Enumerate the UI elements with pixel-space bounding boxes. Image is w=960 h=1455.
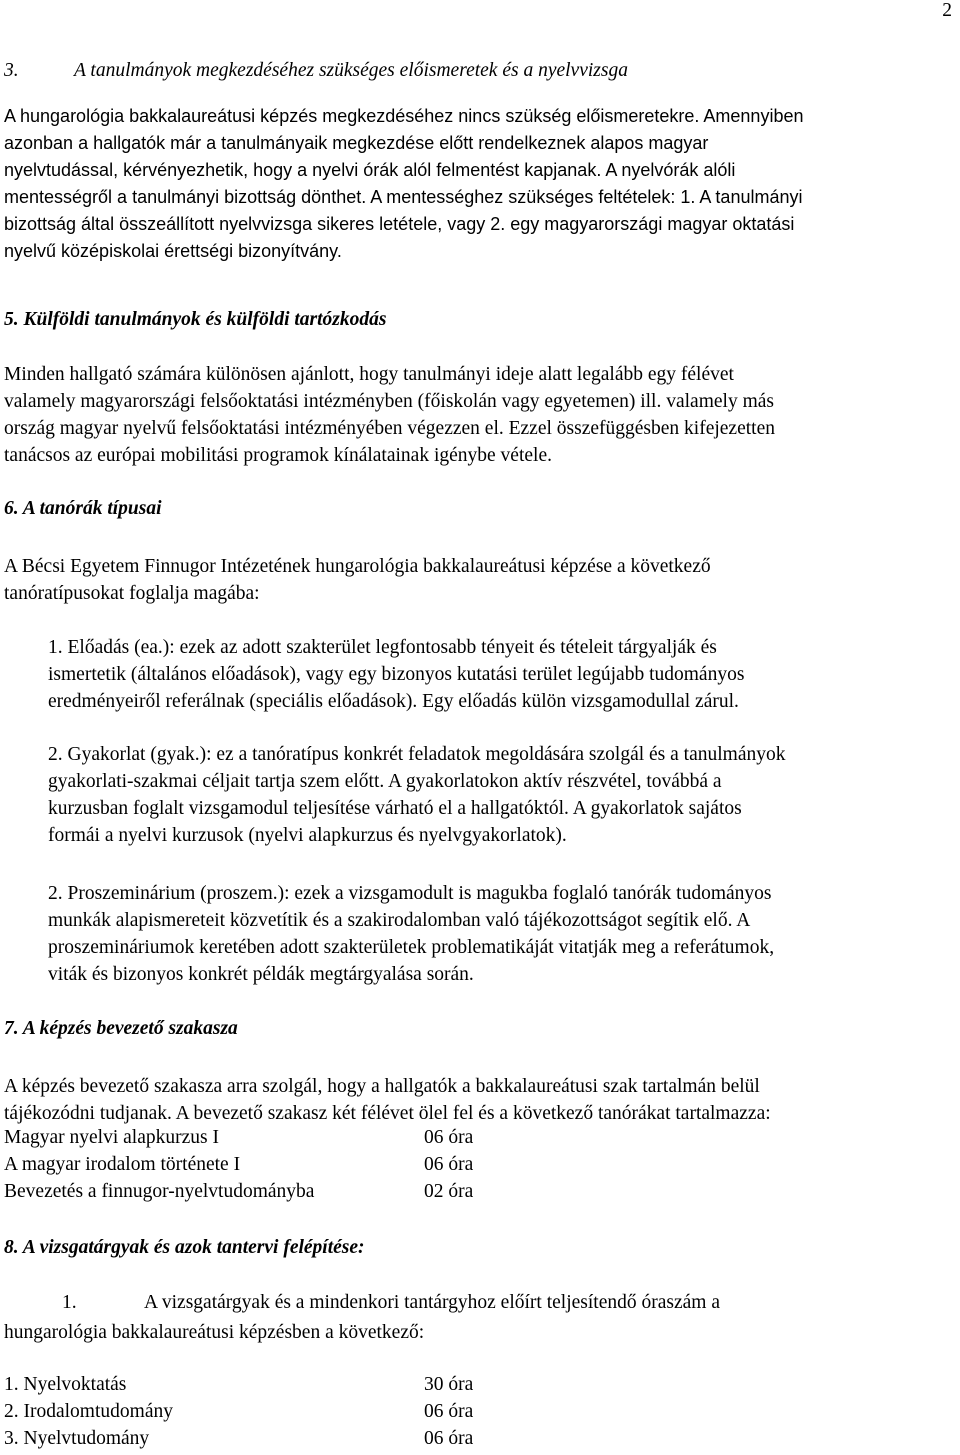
section-3-line: nyelvű középiskolai érettségi bizonyítvány. [4,241,342,261]
section-8-item [0,1292,960,1319]
course-row [0,1127,960,1154]
section-6-number: 6. [4,498,19,519]
section-6-intro-line: tanóratípusokat foglalja magába: [4,583,260,604]
lecture-item-line: 1. Előadás (ea.): ezek az adott szakterület legfontosabb tényeit és tételeit tárgyalják és [48,637,717,658]
section-5-line: valamely magyarországi felsőoktatási intézményben (főiskolán vagy egyetemen) ill. valamely más [4,391,774,412]
course-row [0,1181,960,1208]
section-8-item-number: 1. [62,1292,77,1313]
lecture-item-line: ismertetik (általános előadások), vagy egy bizonyos kutatási terület legújabb tudományos [48,664,745,685]
section-6-intro-line: A Bécsi Egyetem Finnugor Intézetének hungarológia bakkalaureátusi képzése a következő [4,556,711,577]
section-3-line: mentességről a tanulmányi bizottság dönthet. A mentességhez szükséges feltételek: 1. A tanulmányi [4,187,803,207]
section-5-line: Minden hallgató számára különösen ajánlott, hogy tanulmányi ideje alatt legalább egy félévet [4,364,734,385]
section-3-title: A tanulmányok megkezdéséhez szükséges előismeretek és a nyelvvizsga [74,60,628,81]
subject-hours: 06 óra [424,1401,474,1422]
section-5-line: tanácsos az európai mobilitási programok kínálatainak igénybe vétele. [4,445,552,466]
course-hours: 06 óra [424,1127,474,1148]
lecture-item-line: eredményeiről referálnak (speciális előadások). Egy előadás külön vizsgamodullal zárul. [48,691,739,712]
section-3-line: azonban a hallgatók már a tanulmányaik megkezdése előtt rendelkeznek alapos magyar [4,133,709,153]
section-8-title: A vizsgatárgyak és azok tantervi felépítése: [22,1237,365,1258]
section-3-heading [4,60,628,82]
section-3-line: A hungarológia bakkalaureátusi képzés megkezdéséhez nincs szükség előismeretekre. Amennyiben [4,106,804,126]
subject-name: 2. Irodalomtudomány [4,1401,173,1422]
course-row [0,1154,960,1181]
proseminar-item-line: 2. Proszeminárium (proszem.): ezek a vizsgamodult is magukba foglaló tanórák tudományos [48,883,772,904]
section-5-heading [4,309,386,331]
section-8-number: 8. [4,1237,19,1258]
course-name: A magyar irodalom története I [4,1154,241,1175]
course-name: Magyar nyelvi alapkurzus I [4,1127,219,1148]
section-7-number: 7. [4,1018,19,1039]
section-3-number: 3. [4,60,19,81]
section-5-title: Külföldi tanulmányok és külföldi tartózkodás [23,309,387,330]
section-8-item-continuation: hungarológia bakkalaureátusi képzésben a következő: [4,1322,425,1343]
section-5-line: ország magyar nyelvű felsőoktatási intézményében végezzen el. Ezzel összefüggésben kifejezetten [4,418,775,439]
practice-item-line: gyakorlati-szakmai céljait tartja szem előtt. A gyakorlatokon aktív részvétel, továbbá a [48,771,722,792]
subject-row [0,1374,960,1401]
section-3-line: nyelvtudással, kérvényezhetik, hogy a nyelvi órák alól felmentést kapjanak. A nyelvórák alóli [4,160,736,180]
subject-name: 1. Nyelvoktatás [4,1374,127,1395]
subject-hours: 30 óra [424,1374,474,1395]
course-hours: 06 óra [424,1154,474,1175]
practice-item-line: 2. Gyakorlat (gyak.): ez a tanóratípus konkrét feladatok megoldására szolgál és a tanulmányok [48,744,786,765]
practice-item-line: kurzusban foglalt vizsgamodul teljesítése várható el a hallgatóktól. A gyakorlatok sajátos [48,798,742,819]
section-5-number: 5. [4,309,19,330]
course-hours: 02 óra [424,1181,474,1202]
proseminar-item-line: viták és bizonyos konkrét példák megtárgyalása során. [48,964,474,985]
subject-name: 3. Nyelvtudomány [4,1428,150,1449]
section-6-heading [4,498,162,520]
section-6-title: A tanórák típusai [22,498,162,519]
subject-row [0,1401,960,1428]
subject-row [0,1428,960,1455]
proseminar-item-line: munkák alapismereteit közvetítik és a szakirodalomban való tájékozottságot segítik elő. A [48,910,751,931]
section-8-heading [4,1237,365,1259]
page-number: 2 [942,0,952,21]
proseminar-item-line: proszemináriumok keretében adott szakterületek problematikáját vitatják meg a referátumok, [48,937,775,958]
section-7-line: tájékozódni tudjanak. A bevezető szakasz két félévet ölel fel és a következő tanórákat tartalmazza: [4,1103,771,1124]
course-name: Bevezetés a finnugor-nyelvtudományba [4,1181,315,1202]
section-7-line: A képzés bevezető szakasza arra szolgál, hogy a hallgatók a bakkalaureátusi szak tartalmán belül [4,1076,760,1097]
section-3-line: bizottság által összeállított nyelvvizsga sikeres letétele, vagy 2. egy magyarországi magyar oktatási [4,214,795,234]
subject-hours: 06 óra [424,1428,474,1449]
section-8-item-text: A vizsgatárgyak és a mindenkori tantárgyhoz előírt teljesítendő óraszám a [144,1292,720,1313]
practice-item-line: formái a nyelvi kurzusok (nyelvi alapkurzus és nyelvgyakorlatok). [48,825,567,846]
section-7-heading [4,1018,238,1040]
section-7-title: A képzés bevezető szakasza [22,1018,238,1039]
